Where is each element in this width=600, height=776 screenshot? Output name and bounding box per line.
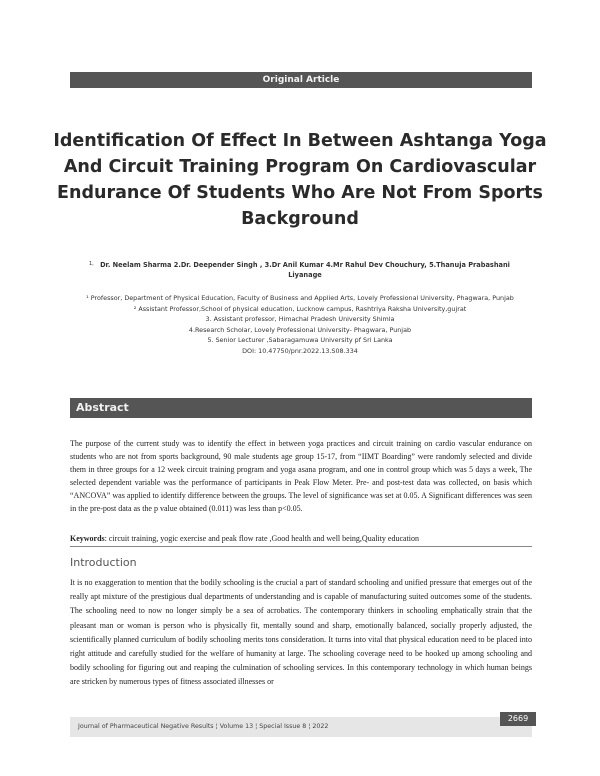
affiliation-5: 5. Senior Lecturer ,Sabaragamuwa University pf Sri Lanka (207, 336, 393, 344)
keywords-label: Keywords (70, 534, 105, 543)
footer-journal: Journal of Pharmaceutical Negative Results ¦ Volume 13 ¦ Special Issue 8 ¦ 2022 (78, 723, 329, 730)
abstract-text: The purpose of the current study was to identify the effect in between yoga practices and circuit training on cardio vascular endurance on students who are not from sports background, 90 male students age group 15-17, from “IIMT Boarding” were randomly selected and divide them in three groups for a 12 week circuit training program and yoga asana program, and one in control group which was 5 days a week, The selected dependent variable was the performance of participants in Peak Flow Meter. Pre- and post-test data was collected, on basis which “ANCOVA” was applied to identify difference between the groups. The level of significance was set at 0.05. A Significant differences was seen in the pre-post data as the p value obtained (0.011) was less than p<0.05. (70, 439, 532, 513)
section-divider (70, 546, 532, 547)
abstract-heading: Abstract (70, 398, 532, 418)
introduction-text: It is no exaggeration to mention that the bodily schooling is the crucial a part of standard schooling and unified pressure that emerges out of the really apt mixture of the prestigious dual departments of understanding and is capable of manufacturing suited outcomes some of the students. The schooling need to now no longer simply be a sea of acrobatics. The contemporary thinkers in schooling emphatically strain that the pleasant man or woman is person who is physically fit, mentally sound and sharp, emotionally balanced, socially properly adjusted, the scientifically planned curriculum of bodily schooling merits tons consideration. It turns into vital that physical education need to be placed into right attitude and carefully studied for the welfare of humanity at large. The schooling coverage need to be hooked up among schooling and bodily schooling for figuring out and reaping the culmination of schooling services. In this contemporary technology in which human beings are stricken by numerous types of fitness associated illnesses or (70, 578, 532, 687)
introduction-heading: Introduction (70, 556, 137, 569)
author-list (85, 260, 525, 280)
paper-title: Identification Of Effect In Between Ashtanga Yoga And Circuit Training Program On Cardiovascular Endurance Of Students Who Are Not From Sports Background (53, 131, 547, 229)
affiliation-1: ¹ Professor, Department of Physical Education, Faculty of Business and Applied Arts, Lovely Professional University, Phagwara, Punjab (86, 294, 514, 302)
author-names: Dr. Neelam Sharma 2.Dr. Deepender Singh , 3.Dr Anil Kumar 4.Mr Rahul Dev Chouchury, 5.Thanuja Prabashani Liyanage (100, 261, 510, 279)
affiliation-3: 3. Assistant professor, Himachal Pradesh University Shimla (205, 315, 395, 323)
affiliations (60, 293, 540, 356)
affiliation-2: ² Assistant Professor,School of physical education, Lucknow campus, Rashtriya Raksha University,gujrat (133, 304, 467, 313)
author-marker: 1, (89, 261, 94, 267)
article-type-banner: Original Article (70, 72, 532, 88)
page-number: 2669 (500, 712, 536, 726)
keywords-text: : circuit training, yogic exercise and peak flow rate ,Good health and well being,Quality education (104, 534, 420, 543)
keywords-line (70, 533, 532, 544)
doi-link[interactable]: DOI: 10.47750/pnr.2022.13.S08.334 (242, 346, 358, 355)
affiliation-4: 4.Research Scholar, Lovely Professional University- Phagwara, Punjab (188, 325, 412, 334)
